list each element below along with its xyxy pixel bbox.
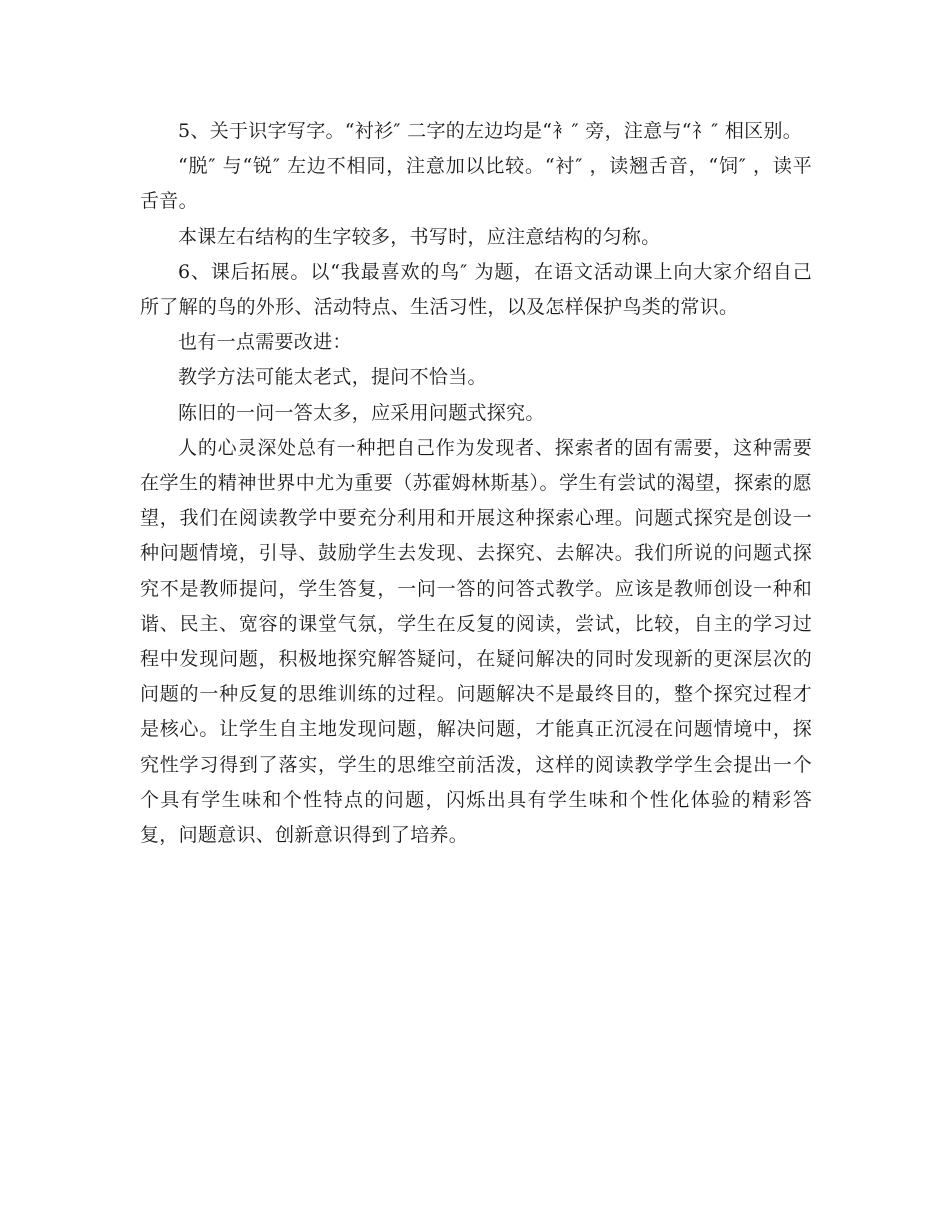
paragraph-improvement-heading: 也有一点需要改进： [178,331,352,354]
paragraph-comparison-note: “脱″ 与“锐″ 左边不相同，注意加以比较。“衬″ ，读翘舌音，“饲″ ，读平舌音。 [140,155,812,213]
paragraph-extension-activity: 6、课后拓展。以“我最喜欢的鸟″ 为题，在语文活动课上向大家介绍自己所了解的鸟的外形、活动特点、生活习性，以及怎样保护鸟类的常识。 [140,260,812,319]
paragraph-structure-note: 本课左右结构的生字较多，书写时，应注意结构的匀称。 [178,225,661,248]
paragraph-inquiry-discussion: 人的心灵深处总有一种把自己作为发现者、探索者的固有需要，这种需要在学生的精神世界中尤为重要（苏霍姆林斯基）。学生有尝试的渴望，探索的愿望，我们在阅读教学中要充分利用和开展这种探索心理。问题式探究是创设一种问题情境，引导、鼓励学生去发现、去探究、去解决。我们所说的问题式探究不是教师提问，学生答复，一问一答的问答式教学。应该是教师创设一种和谐、民主、宽容的课堂气氛，学生在反复的阅读，尝试，比较，自主的学习过程中发现问题，积极地探究解答疑问，在疑问解决的同时发现新的更深层次的问题的一种反复的思维训练的过程。问题解决不是最终目的，整个探究过程才是核心。让学生自主地发现问题，解决问题，才能真正沉浸在问题情境中，探究性学习得到了落实，学生的思维空前活泼，这样的阅读教学学生会提出一个个具有学生味和个性特点的问题，闪烁出具有学生味和个性化体验的精彩答复，问题意识、创新意识得到了培养。 [140,436,812,847]
paragraph-question-inquiry: 陈旧的一问一答太多，应采用问题式探究。 [178,401,545,424]
paragraph-literacy-note: 5、关于识字写字。“衬衫″ 二字的左边均是“衤″ 旁，注意与“礻″ 相区别。 [178,120,803,142]
document-body [140,114,812,853]
paragraph-teaching-method: 教学方法可能太老式，提问不恰当。 [178,366,487,389]
